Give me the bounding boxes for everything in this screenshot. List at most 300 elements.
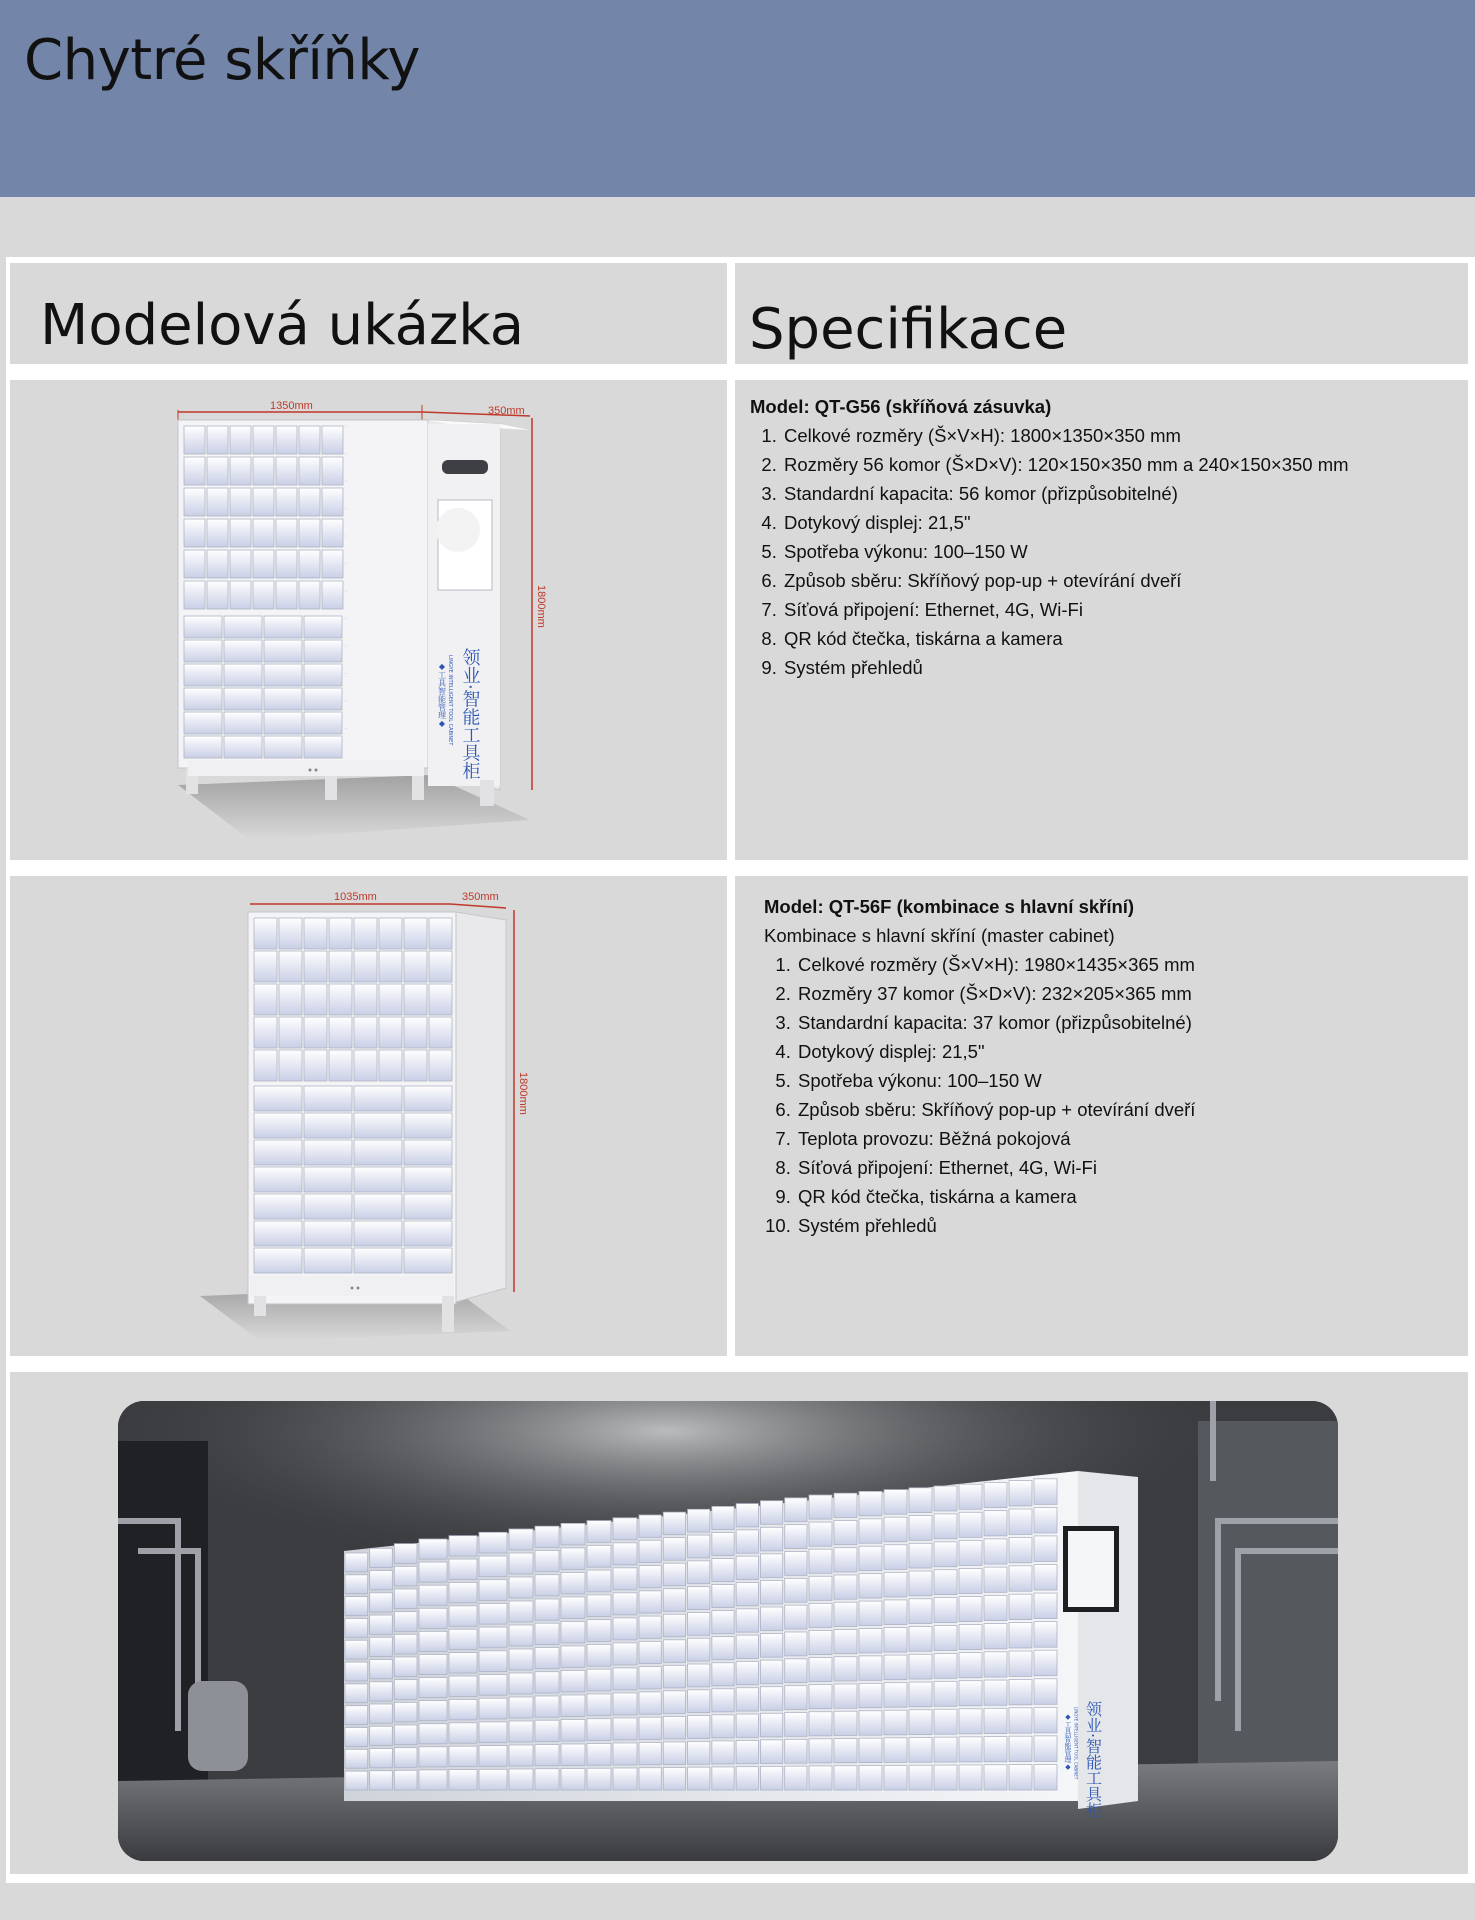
- drawer-56f: [354, 1050, 377, 1081]
- drawer-photo: [1034, 1679, 1057, 1705]
- drawer-g56: [253, 550, 274, 578]
- drawer-photo: [587, 1620, 611, 1642]
- drawer-56f: [404, 1248, 452, 1273]
- drawer-photo: [809, 1495, 832, 1519]
- drawer-photo: [561, 1744, 585, 1766]
- drawer-photo: [370, 1660, 393, 1679]
- drawer-photo: [561, 1768, 585, 1790]
- drawer-photo: [809, 1630, 832, 1654]
- drawer-photo: [394, 1566, 417, 1586]
- drawer-g56: [276, 488, 297, 516]
- drawer-photo: [884, 1545, 907, 1570]
- drawer-photo: [587, 1669, 611, 1691]
- drawer-g56: [264, 616, 302, 638]
- drawer-photo: [639, 1742, 661, 1764]
- drawer-photo: [736, 1556, 758, 1579]
- drawer-photo: [479, 1532, 507, 1553]
- drawer-photo: [345, 1662, 368, 1681]
- drawer-g56: [184, 688, 222, 710]
- drawer-56f: [354, 918, 377, 949]
- spec-item: 10. Systém přehledů: [796, 1211, 1464, 1240]
- page-title: Chytré skříňky: [24, 28, 420, 93]
- drawer-photo: [1009, 1736, 1032, 1761]
- drawer-photo: [370, 1726, 393, 1745]
- photo-brand-cn2: ◆工具智能管理◆: [1064, 1713, 1072, 1771]
- drawer-g56: [184, 488, 205, 516]
- drawer-photo: [909, 1765, 932, 1790]
- drawer-photo: [419, 1608, 447, 1628]
- drawer-photo: [859, 1656, 882, 1680]
- spec-item: 6. Způsob sběru: Skříňový pop-up + otevírání dveří: [796, 1095, 1464, 1124]
- drawer-photo: [809, 1766, 832, 1790]
- drawer-photo: [736, 1688, 758, 1711]
- spec-item: 1. Celkové rozměry (Š×V×H): 1800×1350×350 mm: [782, 421, 1465, 450]
- drawer-photo: [663, 1589, 685, 1612]
- drawer-photo: [934, 1570, 957, 1595]
- drawer-photo: [760, 1607, 782, 1631]
- drawer-g56: [207, 581, 228, 609]
- drawer-56f: [429, 1050, 452, 1081]
- drawer-photo: [509, 1673, 533, 1694]
- drawer-photo: [663, 1563, 685, 1586]
- drawer-photo: [884, 1683, 907, 1708]
- 56f-dim-width: 1035mm: [334, 891, 377, 903]
- col1-heading: Modelová ukázka: [40, 293, 525, 358]
- drawer-photo: [736, 1740, 758, 1763]
- drawer-photo: [736, 1609, 758, 1632]
- drawer-photo: [587, 1570, 611, 1592]
- spec-item: 1. Celkové rozměry (Š×V×H): 1980×1435×365 mm: [796, 950, 1464, 979]
- drawer-photo: [345, 1618, 368, 1637]
- drawer-photo: [394, 1680, 417, 1700]
- drawer-g56: [184, 581, 205, 609]
- drawer-g56: [253, 519, 274, 547]
- drawer-photo: [370, 1704, 393, 1723]
- warehouse-photo: [118, 1401, 1338, 1861]
- drawer-photo: [959, 1568, 982, 1593]
- drawer-g56: [304, 736, 342, 758]
- drawer-photo: [509, 1697, 533, 1718]
- drawer-photo: [760, 1554, 782, 1578]
- drawer-photo: [884, 1655, 907, 1680]
- drawer-photo: [587, 1595, 611, 1617]
- drawer-g56: [253, 581, 274, 609]
- drawer-g56: [264, 736, 302, 758]
- drawer-g56: [299, 519, 320, 547]
- drawer-photo: [394, 1748, 417, 1768]
- drawer-photo: [934, 1542, 957, 1567]
- drawer-photo: [561, 1719, 585, 1741]
- spec-item: 4. Dotykový displej: 21,5": [782, 508, 1465, 537]
- drawer-56f: [404, 1113, 452, 1138]
- drawer-photo: [859, 1574, 882, 1598]
- drawer-photo: [345, 1597, 368, 1616]
- drawer-photo: [712, 1767, 734, 1790]
- drawer-56f: [354, 1167, 402, 1192]
- drawer-photo: [1009, 1509, 1032, 1534]
- drawer-photo: [688, 1638, 710, 1661]
- drawer-photo: [834, 1493, 857, 1517]
- drawer-g56: [304, 616, 342, 638]
- drawer-56f: [304, 1086, 352, 1111]
- drawer-photo: [394, 1612, 417, 1632]
- drawer-56f: [279, 984, 302, 1015]
- drawer-photo: [587, 1545, 611, 1567]
- drawer-photo: [1009, 1566, 1032, 1591]
- drawer-photo: [785, 1659, 807, 1683]
- drawer-photo: [419, 1747, 447, 1767]
- drawer-photo: [760, 1740, 782, 1764]
- drawer-photo: [509, 1649, 533, 1670]
- drawer-56f: [254, 1050, 277, 1081]
- drawer-g56: [322, 581, 343, 609]
- drawer-photo: [688, 1716, 710, 1739]
- drawer-g56: [230, 519, 251, 547]
- drawer-g56: [276, 426, 297, 454]
- drawer-g56: [230, 581, 251, 609]
- drawer-photo: [535, 1672, 559, 1693]
- drawer-photo: [394, 1770, 417, 1790]
- drawer-photo: [884, 1738, 907, 1763]
- drawer-photo: [934, 1486, 957, 1511]
- drawer-photo: [370, 1637, 393, 1656]
- drawer-photo: [959, 1709, 982, 1734]
- drawer-56f: [254, 1140, 302, 1165]
- drawer-photo: [663, 1512, 685, 1535]
- drawer-photo: [419, 1770, 447, 1790]
- drawer-g56: [184, 712, 222, 734]
- drawer-photo: [688, 1509, 710, 1532]
- drawer-photo: [345, 1553, 368, 1572]
- drawer-photo: [712, 1741, 734, 1764]
- drawer-g56: [276, 457, 297, 485]
- drawer-56f: [354, 1017, 377, 1048]
- drawer-photo: [959, 1681, 982, 1706]
- drawer-56f: [254, 1248, 302, 1273]
- drawer-photo: [785, 1713, 807, 1737]
- drawer-56f: [354, 1113, 402, 1138]
- drawer-g56: [264, 688, 302, 710]
- drawer-g56: [224, 712, 262, 734]
- drawer-g56: [230, 457, 251, 485]
- drawer-photo: [419, 1724, 447, 1744]
- drawer-photo: [909, 1599, 932, 1624]
- drawer-photo: [934, 1737, 957, 1762]
- drawer-g56: [299, 488, 320, 516]
- drawer-photo: [1009, 1623, 1032, 1648]
- drawer-photo: [509, 1529, 533, 1550]
- drawer-photo: [535, 1575, 559, 1596]
- 56f-dim-height: 1800mm: [517, 1072, 529, 1115]
- drawer-56f: [404, 1050, 427, 1081]
- drawer-photo: [1009, 1481, 1032, 1506]
- drawer-photo: [639, 1540, 661, 1562]
- drawer-photo: [663, 1614, 685, 1637]
- drawer-56f: [429, 984, 452, 1015]
- drawer-photo: [394, 1634, 417, 1654]
- drawer-photo: [834, 1657, 857, 1681]
- drawer-photo: [394, 1702, 417, 1722]
- drawer-photo: [639, 1717, 661, 1739]
- g56-brand-cn: 领业·智能工具柜: [459, 648, 481, 780]
- drawer-photo: [736, 1714, 758, 1737]
- drawer-photo: [834, 1684, 857, 1708]
- drawer-photo: [909, 1738, 932, 1763]
- photo-brand-cn: 领业·智能工具柜: [1083, 1701, 1103, 1819]
- drawer-photo: [909, 1654, 932, 1679]
- drawer-56f: [354, 951, 377, 982]
- drawer-56f: [304, 1017, 327, 1048]
- drawer-56f: [329, 984, 352, 1015]
- drawer-photo: [587, 1644, 611, 1666]
- drawer-photo: [509, 1601, 533, 1622]
- drawer-photo: [909, 1627, 932, 1652]
- drawer-photo: [345, 1575, 368, 1594]
- drawer-photo: [479, 1722, 507, 1743]
- drawer-photo: [959, 1540, 982, 1565]
- drawer-g56: [224, 688, 262, 710]
- drawer-photo: [984, 1511, 1007, 1536]
- drawer-photo: [449, 1723, 477, 1743]
- drawer-photo: [688, 1664, 710, 1687]
- drawer-photo: [394, 1544, 417, 1564]
- drawer-photo: [884, 1572, 907, 1597]
- drawer-photo: [884, 1600, 907, 1625]
- col1-header-cell: [10, 263, 727, 364]
- drawer-photo: [1034, 1564, 1057, 1590]
- drawer-56f: [254, 1167, 302, 1192]
- spec-item: 9. Systém přehledů: [782, 653, 1465, 682]
- drawer-g56: [304, 664, 342, 686]
- drawer-g56: [253, 488, 274, 516]
- drawer-photo: [1009, 1537, 1032, 1562]
- g56-dim-height: 1800mm: [535, 585, 547, 628]
- drawer-photo: [785, 1739, 807, 1763]
- spec-item: 8. Síťová připojení: Ethernet, 4G, Wi-Fi: [796, 1153, 1464, 1182]
- model1-image-cell: [10, 380, 727, 860]
- drawer-photo: [613, 1668, 637, 1690]
- drawer-photo: [884, 1490, 907, 1515]
- drawer-photo: [1034, 1736, 1057, 1762]
- drawer-photo: [959, 1737, 982, 1762]
- drawer-photo: [884, 1517, 907, 1542]
- drawer-photo: [809, 1685, 832, 1709]
- drawer-56f: [304, 1167, 352, 1192]
- drawer-photo: [959, 1625, 982, 1650]
- drawer-56f: [404, 1221, 452, 1246]
- drawer-56f: [254, 1086, 302, 1111]
- drawer-photo: [712, 1715, 734, 1738]
- drawer-photo: [561, 1670, 585, 1692]
- drawer-photo: [1009, 1765, 1032, 1790]
- drawer-photo: [587, 1768, 611, 1790]
- cabinet-56f-drawing: [10, 876, 727, 1356]
- model2-spec-cell: [735, 876, 1468, 1356]
- drawer-56f: [404, 1017, 427, 1048]
- drawer-g56: [264, 640, 302, 662]
- drawer-photo: [859, 1601, 882, 1625]
- drawer-g56: [184, 519, 205, 547]
- drawer-photo: [613, 1618, 637, 1640]
- drawer-photo: [959, 1596, 982, 1621]
- drawer-photo: [909, 1682, 932, 1707]
- drawer-photo: [834, 1629, 857, 1653]
- drawer-photo: [736, 1504, 758, 1527]
- drawer-photo: [785, 1632, 807, 1656]
- g56-brand-en: LINGYE INTELLIGENT TOOL CABINET: [447, 655, 453, 746]
- drawer-g56: [264, 664, 302, 686]
- drawer-photo: [809, 1712, 832, 1736]
- drawer-56f: [304, 1140, 352, 1165]
- drawer-photo: [834, 1575, 857, 1599]
- drawer-photo: [809, 1549, 832, 1573]
- drawer-photo: [785, 1525, 807, 1549]
- drawer-g56: [253, 426, 274, 454]
- spec-item: 3. Standardní kapacita: 37 komor (přizpůsobitelné): [796, 1008, 1464, 1037]
- drawer-g56: [207, 488, 228, 516]
- drawer-photo: [688, 1767, 710, 1790]
- drawer-photo: [613, 1543, 637, 1565]
- drawer-photo: [984, 1765, 1007, 1790]
- drawer-photo: [613, 1718, 637, 1740]
- drawer-56f: [329, 1050, 352, 1081]
- drawer-photo: [639, 1515, 661, 1537]
- spec-item: 7. Teplota provozu: Běžná pokojová: [796, 1124, 1464, 1153]
- drawer-56f: [404, 1140, 452, 1165]
- drawer-photo: [370, 1615, 393, 1634]
- drawer-photo: [509, 1745, 533, 1766]
- model2-spec: [764, 892, 1464, 1240]
- drawer-photo: [449, 1606, 477, 1626]
- drawer-photo: [984, 1539, 1007, 1564]
- drawer-photo: [1034, 1507, 1057, 1533]
- drawer-photo: [479, 1627, 507, 1648]
- drawer-photo: [561, 1621, 585, 1643]
- drawer-photo: [736, 1661, 758, 1684]
- drawer-photo: [479, 1675, 507, 1696]
- drawer-photo: [345, 1640, 368, 1659]
- drawer-photo: [419, 1654, 447, 1674]
- drawer-56f: [354, 1248, 402, 1273]
- drawer-g56: [264, 712, 302, 734]
- drawer-photo: [663, 1716, 685, 1739]
- drawer-g56: [184, 736, 222, 758]
- spec-item: 3. Standardní kapacita: 56 komor (přizpůsobitelné): [782, 479, 1465, 508]
- drawer-photo: [663, 1691, 685, 1714]
- drawer-photo: [809, 1576, 832, 1600]
- model2-subtitle: Kombinace s hlavní skříní (master cabinet): [764, 925, 1115, 946]
- drawer-g56: [207, 550, 228, 578]
- drawer-photo: [760, 1766, 782, 1790]
- drawer-photo: [959, 1765, 982, 1790]
- drawer-56f: [254, 951, 277, 982]
- drawer-photo: [561, 1523, 585, 1545]
- drawer-56f: [379, 951, 402, 982]
- drawer-photo: [688, 1741, 710, 1764]
- drawer-56f: [279, 1050, 302, 1081]
- drawer-g56: [230, 488, 251, 516]
- drawer-photo: [984, 1482, 1007, 1507]
- drawer-photo: [613, 1593, 637, 1615]
- drawer-56f: [279, 918, 302, 949]
- drawer-photo: [535, 1647, 559, 1668]
- drawer-photo: [984, 1624, 1007, 1649]
- drawer-g56: [184, 457, 205, 485]
- drawer-photo: [712, 1637, 734, 1660]
- drawer-photo: [345, 1706, 368, 1725]
- drawer-photo: [639, 1667, 661, 1689]
- drawer-photo: [959, 1653, 982, 1678]
- drawer-photo: [370, 1593, 393, 1612]
- drawer-photo: [834, 1602, 857, 1626]
- model1-spec-cell: [735, 380, 1468, 860]
- model2-name: Model: QT-56F (kombinace s hlavní skříní): [764, 896, 1135, 917]
- drawer-photo: [535, 1769, 559, 1790]
- drawer-photo: [639, 1616, 661, 1638]
- drawer-photo: [663, 1742, 685, 1765]
- drawer-photo: [419, 1585, 447, 1605]
- drawer-56f: [329, 951, 352, 982]
- drawer-g56: [304, 712, 342, 734]
- drawer-photo: [587, 1743, 611, 1765]
- model1-name: Model: QT-G56 (skříňová zásuvka): [750, 396, 1052, 417]
- drawer-photo: [984, 1708, 1007, 1733]
- drawer-photo: [419, 1562, 447, 1582]
- drawer-photo: [959, 1484, 982, 1509]
- drawer-photo: [509, 1553, 533, 1574]
- drawer-photo: [370, 1571, 393, 1590]
- drawer-g56: [299, 457, 320, 485]
- drawer-photo: [419, 1701, 447, 1721]
- drawer-photo: [712, 1506, 734, 1529]
- drawer-photo: [345, 1749, 368, 1768]
- drawer-photo: [736, 1583, 758, 1606]
- drawer-photo: [834, 1711, 857, 1735]
- drawer-photo: [1034, 1479, 1057, 1505]
- drawer-photo: [587, 1521, 611, 1543]
- drawer-photo: [1034, 1593, 1057, 1619]
- drawer-photo: [535, 1744, 559, 1765]
- drawer-photo: [834, 1766, 857, 1790]
- drawer-photo: [639, 1591, 661, 1613]
- drawer-56f: [254, 1194, 302, 1219]
- drawer-56f: [354, 1086, 402, 1111]
- drawer-56f: [304, 1248, 352, 1273]
- drawer-56f: [379, 1050, 402, 1081]
- drawer-photo: [587, 1694, 611, 1716]
- drawer-photo: [535, 1696, 559, 1717]
- drawer-photo: [760, 1634, 782, 1658]
- drawer-photo: [688, 1612, 710, 1635]
- drawer-56f: [429, 951, 452, 982]
- drawer-photo: [509, 1769, 533, 1790]
- drawer-photo: [613, 1518, 637, 1540]
- drawer-photo: [449, 1676, 477, 1696]
- drawer-photo: [479, 1603, 507, 1624]
- 56f-dim-depth: 350mm: [462, 891, 499, 903]
- drawer-photo: [613, 1743, 637, 1765]
- col2-heading: Specifikace: [749, 297, 1068, 362]
- drawer-photo: [1009, 1708, 1032, 1733]
- drawer-photo: [712, 1559, 734, 1582]
- drawer-photo: [1034, 1536, 1057, 1562]
- drawer-photo: [479, 1580, 507, 1601]
- drawer-photo: [859, 1546, 882, 1570]
- drawer-photo: [370, 1771, 393, 1790]
- drawer-photo: [934, 1709, 957, 1734]
- drawer-photo: [984, 1737, 1007, 1762]
- drawer-photo: [934, 1598, 957, 1623]
